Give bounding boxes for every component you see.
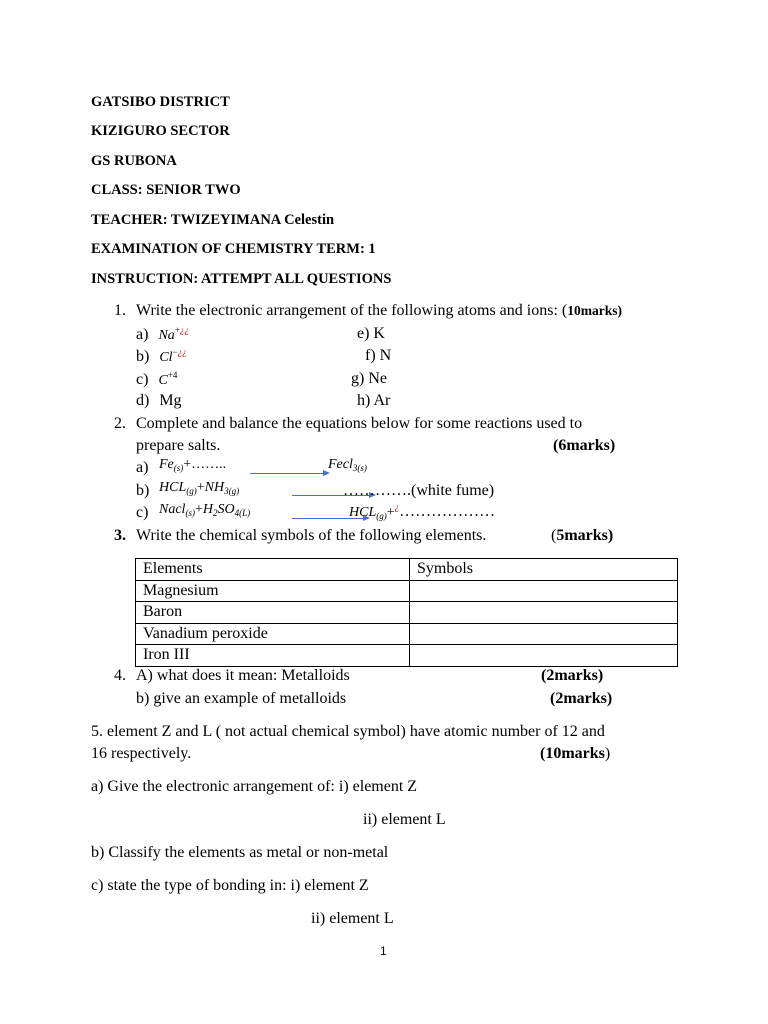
- header-symbols: Symbols: [410, 559, 678, 581]
- q1-item-e: e) K: [357, 325, 385, 342]
- page-number: 1: [380, 944, 387, 958]
- reaction-arrow: [250, 473, 328, 474]
- q2a-reactants: [159, 457, 226, 473]
- q2a-product: [328, 457, 367, 473]
- state: 4(L): [234, 508, 251, 518]
- table-header-row: [136, 559, 678, 581]
- q2b-product: ………….(white fume): [343, 482, 495, 499]
- teacher-line: TEACHER: TWIZEYIMANA Celestin: [91, 212, 335, 228]
- instruction-line: INSTRUCTION: ATTEMPT ALL QUESTIONS: [91, 271, 392, 287]
- element-cell: Baron: [136, 602, 410, 624]
- q1-marks: 10marks): [567, 303, 622, 318]
- district-line: GATSIBO DISTRICT: [91, 94, 230, 110]
- artifact-mark: ¿¿: [177, 347, 187, 357]
- q2b-label: b): [136, 482, 150, 499]
- q5-part-a2: ii) element L: [363, 811, 446, 828]
- state: (g): [376, 511, 387, 521]
- q2b-reactants: [159, 480, 239, 496]
- q2-marks: (6marks): [553, 437, 616, 454]
- reactant: NH: [204, 480, 225, 495]
- state: 3(s): [352, 463, 367, 473]
- reactant: H: [202, 502, 213, 517]
- q1-item-b: [136, 347, 187, 366]
- q2c-products: [349, 502, 495, 521]
- item-label: b): [136, 348, 150, 365]
- state: (s): [185, 508, 195, 518]
- ion-symbol: C: [158, 373, 168, 388]
- ion-charge: +4: [167, 370, 178, 380]
- element-cell: Iron III: [136, 645, 410, 667]
- product: Fecl: [328, 457, 353, 472]
- q2c-label: c): [136, 504, 149, 521]
- symbol-cell[interactable]: [410, 645, 678, 667]
- q3-marks: [551, 527, 613, 545]
- q1-text: [136, 302, 622, 320]
- q3-number: 3.: [114, 527, 126, 544]
- q5-marks: [540, 745, 610, 763]
- ion-symbol: Cl: [159, 350, 173, 365]
- table-row: [136, 623, 678, 645]
- q2-number: 2.: [114, 415, 126, 432]
- q4-part-b: b) give an example of metalloids: [136, 690, 347, 707]
- q5-part-b: b) Classify the elements as metal or non-metal: [91, 844, 389, 861]
- reactant: Fe: [159, 457, 174, 472]
- q4a-marks: (2marks): [541, 667, 604, 684]
- q2-line1: Complete and balance the equations below for some reactions used to: [136, 415, 583, 432]
- symbol-cell[interactable]: [410, 602, 678, 624]
- elements-table: [135, 558, 678, 667]
- q1-item-a: [136, 325, 189, 344]
- q3-text: Write the chemical symbols of the following elements.: [136, 527, 487, 544]
- table-row: [136, 580, 678, 602]
- state: (s): [173, 463, 184, 473]
- q4b-marks: (2marks): [550, 690, 613, 707]
- paren: ): [604, 745, 611, 762]
- school-line: GS RUBONA: [91, 153, 177, 169]
- answer-dots: ………………: [399, 503, 496, 520]
- q1-item-f: f) N: [365, 347, 392, 364]
- marks: (10marks: [540, 745, 605, 762]
- q1-item-h: h) Ar: [357, 392, 391, 409]
- q5-line1: 5. element Z and L ( not actual chemical symbol) have atomic number of 12 and: [91, 723, 605, 740]
- item-label: d): [136, 392, 150, 409]
- item-label: c): [136, 371, 149, 388]
- state: 3(g): [224, 486, 240, 496]
- q4-part-a: A) what does it mean: Metalloids: [136, 667, 350, 684]
- subscript: 2: [212, 508, 218, 518]
- plus-sign: +: [194, 502, 203, 517]
- q1-item-c: [136, 370, 177, 389]
- q1-number: 1.: [114, 302, 126, 319]
- q5-part-c1: c) state the type of bonding in: i) element Z: [91, 877, 369, 894]
- state: (g): [186, 486, 197, 496]
- symbol-cell[interactable]: [410, 623, 678, 645]
- symbol-cell[interactable]: [410, 580, 678, 602]
- reactant: HCL: [159, 480, 187, 495]
- reactant: Nacl: [159, 502, 186, 517]
- ion-symbol: Na: [158, 328, 175, 343]
- plus-sign: +: [386, 505, 395, 520]
- element-cell: Vanadium peroxide: [136, 623, 410, 645]
- element-cell: Magnesium: [136, 580, 410, 602]
- class-line: CLASS: SENIOR TWO: [91, 182, 241, 198]
- table-row: [136, 602, 678, 624]
- q2-line2: prepare salts.: [136, 437, 221, 454]
- artifact-mark: ¿: [394, 502, 400, 512]
- item-label: a): [136, 326, 149, 343]
- ion-charge: −: [172, 347, 178, 357]
- q1-question: Write the electronic arrangement of the following atoms and ions: (: [136, 302, 568, 319]
- q2c-reactants: [159, 502, 250, 518]
- atom-symbol: Mg: [159, 392, 182, 409]
- q2a-label: a): [136, 459, 149, 476]
- q5-part-a1: a) Give the electronic arrangement of: i) element Z: [91, 778, 418, 795]
- q5-part-c2: ii) element L: [311, 910, 394, 927]
- marks: 5marks): [556, 527, 614, 544]
- table-row: [136, 645, 678, 667]
- paren: (: [551, 527, 557, 544]
- plus-dots: +……..: [183, 457, 227, 472]
- product: HCL: [349, 505, 377, 520]
- ion-charge: +: [174, 325, 180, 335]
- q5-line2: 16 respectively.: [91, 745, 192, 762]
- artifact-mark: ¿¿: [179, 325, 189, 335]
- sector-line: KIZIGURO SECTOR: [91, 123, 230, 139]
- header-elements: Elements: [136, 559, 410, 581]
- reactant: SO: [217, 502, 235, 517]
- q1-item-g: g) Ne: [351, 370, 387, 387]
- exam-title: EXAMINATION OF CHEMISTRY TERM: 1: [91, 241, 376, 257]
- q4-number: 4.: [114, 667, 126, 684]
- plus-sign: +: [196, 480, 205, 495]
- q1-item-d: [136, 392, 182, 410]
